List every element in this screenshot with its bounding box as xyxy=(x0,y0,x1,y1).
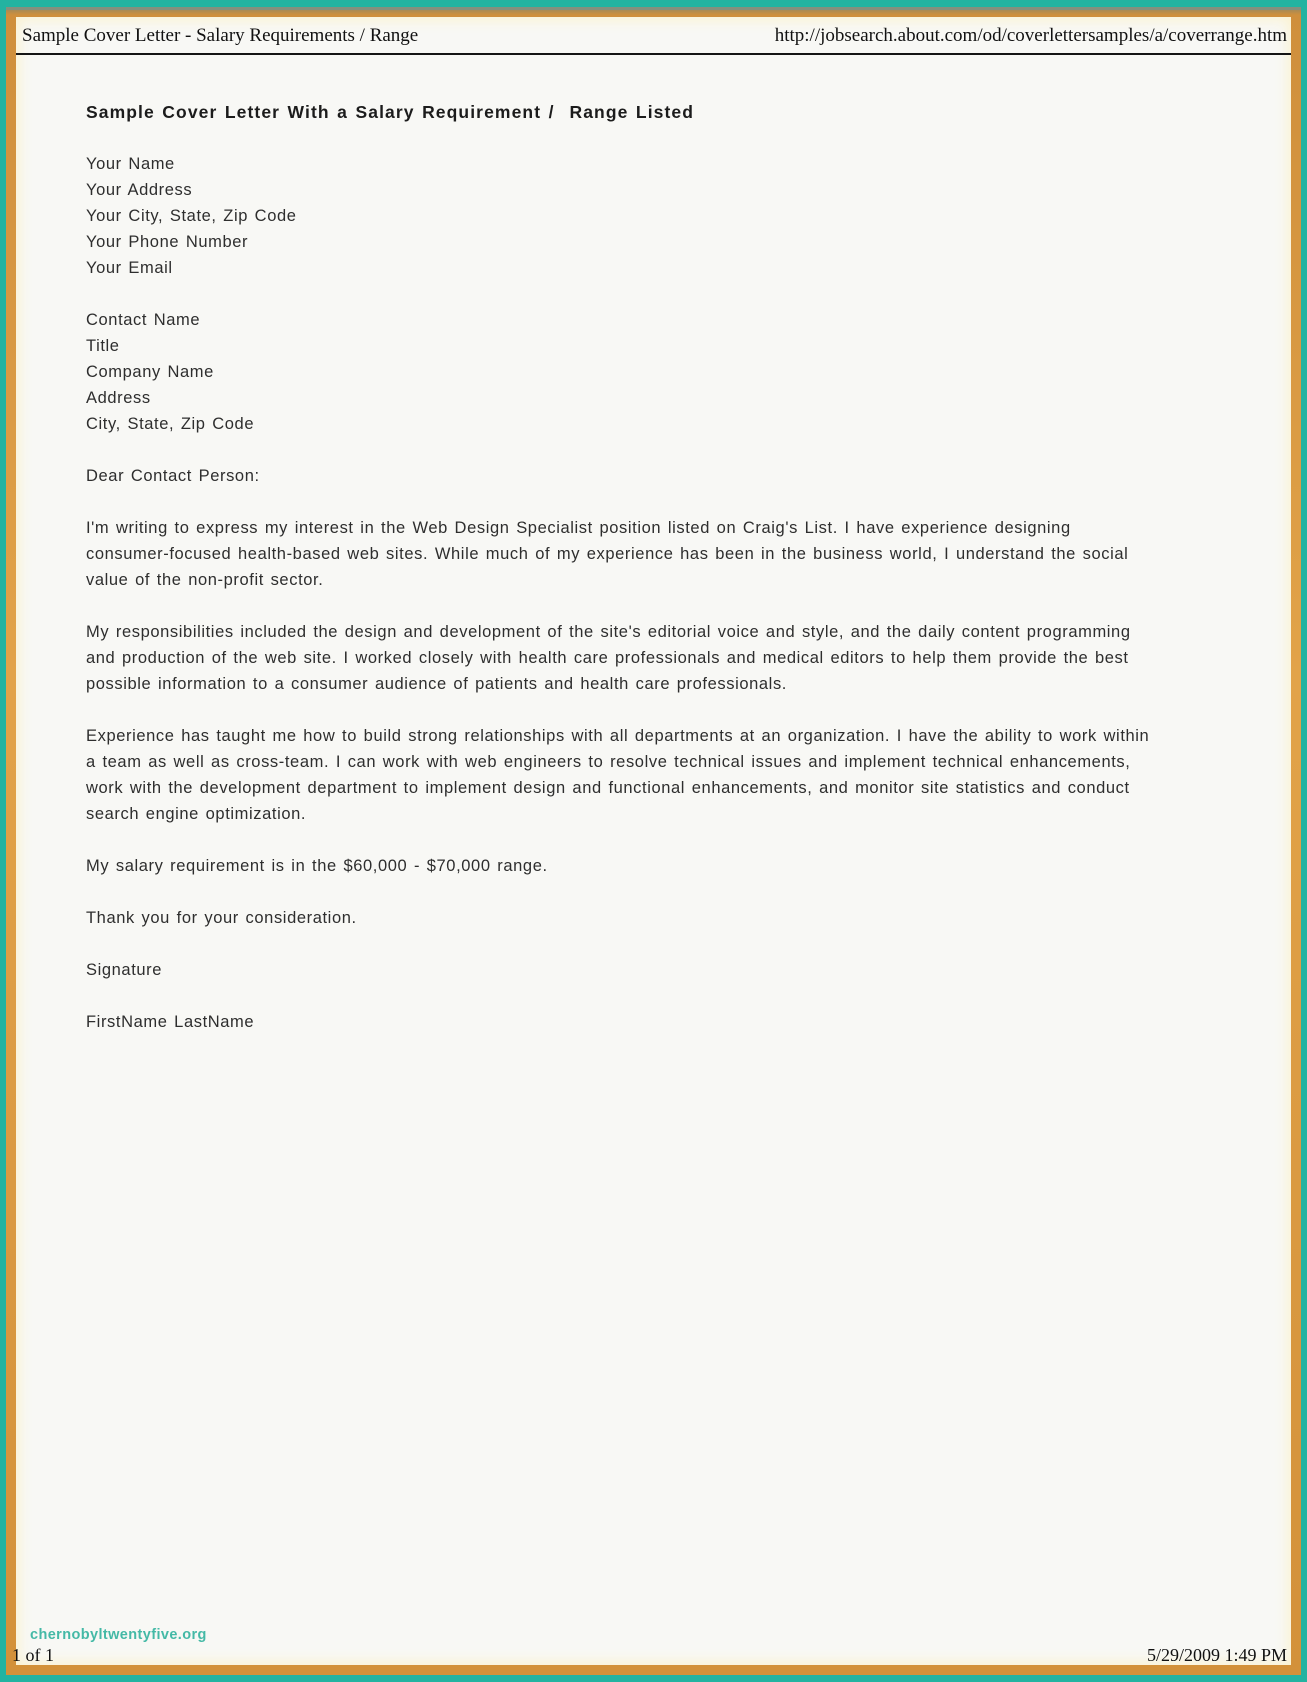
salutation: Dear Contact Person: xyxy=(86,467,260,485)
print-header xyxy=(16,17,1291,55)
paragraph-responsibilities: My responsibilities included the design and development of the site's editorial voice and style, and the daily content programming and production of the web site. I worked closely with health care professionals and medical editors to help them provide the best possible information to a consumer audience of patients and health care professionals. xyxy=(86,623,1131,693)
print-timestamp: 5/29/2009 1:49 PM xyxy=(1146,1645,1287,1665)
recipient-contact-name: Contact Name xyxy=(86,311,201,329)
paragraph-experience: Experience has taught me how to build strong relationships with all departments at an organization. I have the ability to work within a team as well as cross-team. I can work with web engineers to resolve technical issues and implement technical enhancements, work with the development department to implement design and functional enhancements, and monitor site statistics and conduct search engine optimization. xyxy=(86,727,1150,823)
recipient-title: Title xyxy=(86,337,120,355)
recipient-address: Address xyxy=(86,389,151,407)
sender-address: Your Address xyxy=(86,181,193,199)
sender-name: Your Name xyxy=(86,155,175,173)
paper-sheet xyxy=(16,17,1291,1665)
salary-requirement-line: My salary requirement is in the $60,000 - $70,000 range. xyxy=(86,857,548,875)
print-header-title: Sample Cover Letter - Salary Requirements / Range xyxy=(22,25,419,46)
signature-name: FirstName LastName xyxy=(86,1013,255,1031)
print-header-url: http://jobsearch.about.com/od/coverlettersamples/a/coverrange.htm xyxy=(774,25,1287,46)
sender-email: Your Email xyxy=(86,259,173,277)
watermark-link: chernobyltwentyfive.org xyxy=(30,1627,207,1643)
page-number: 1 of 1 xyxy=(12,1645,54,1665)
closing-line: Thank you for your consideration. xyxy=(86,909,357,927)
sender-address-block xyxy=(86,151,1166,281)
sender-phone: Your Phone Number xyxy=(86,233,249,251)
letter-body xyxy=(16,55,1166,1035)
paragraph-intro: I'm writing to express my interest in the Web Design Specialist position listed on Craig's List. I have experience designing consumer-focused health-based web sites. While much of my experience has been in the business world, I understand the social value of the non-profit sector. xyxy=(86,519,1129,589)
signature-label: Signature xyxy=(86,961,163,979)
recipient-city-state-zip: City, State, Zip Code xyxy=(86,415,255,433)
recipient-company: Company Name xyxy=(86,363,214,381)
letter-title: Sample Cover Letter With a Salary Requirement / Range Listed xyxy=(86,102,695,122)
sender-city-state-zip: Your City, State, Zip Code xyxy=(86,207,297,225)
recipient-address-block xyxy=(86,307,1166,437)
